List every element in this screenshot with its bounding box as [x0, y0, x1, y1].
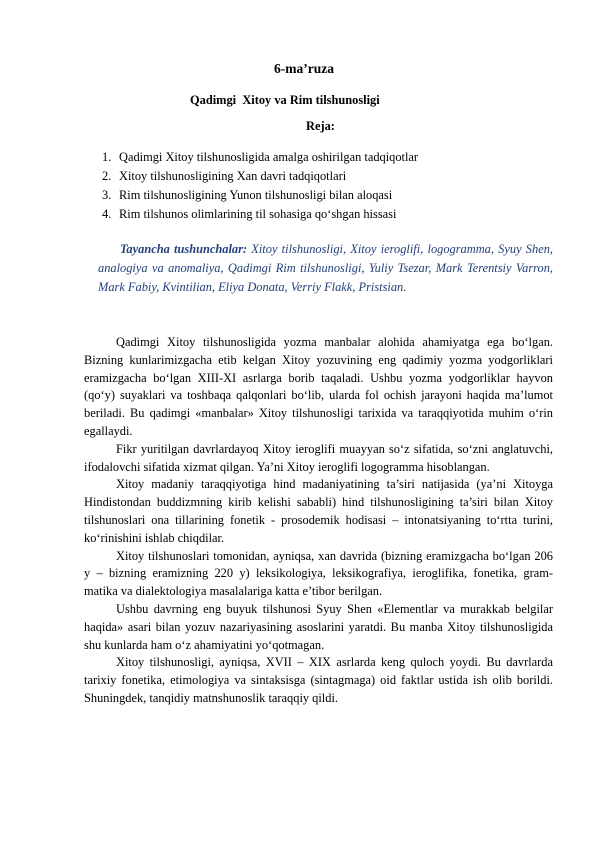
paragraph: Qadimgi Xitoy tilshunosligida yozma manbalar alohida ahamiyatga ega bo‘lgan. Bizning kunlarimizgacha etib kelgan Xitoy yozuvining eng qadimiy yozma yodgorliklari eramizgacha bo‘lgan XIII-XI asrlarga borib taqaladi. Ushbu yozma yodgorliklar hayvon (qo‘y) suyaklari va toshbaqa qalqonlari bo‘lib, ularda fol ochish jarayoni haqida ma’lumot beriladi. Bu qadimgi «manbalar» Xitoy tilshunosligi tarixida va taraqqiyotida muhim o‘rin egallaydi.: [84, 335, 553, 438]
plan-item: [102, 186, 418, 205]
lecture-number: 6-ma’ruza: [274, 61, 334, 76]
plan-item-text: Xitoy tilshunosligining Xan davri tadqiqotlari: [119, 169, 347, 183]
plan-item: [102, 167, 418, 186]
paragraph: Xitoy tilshunoslari tomonidan, ayniqsa, xan davrida (bizning eramizgacha bo‘lgan 206 y – bizning eramizning 220 y) leksikologiya, leksikografiya, ieroglifika, fonetika, gram-matika va dialektologiya masalalariga katta e’tibor berilgan.: [84, 548, 553, 599]
key-concepts-text: Xitoy tilshunosligi, Xitoy ieroglifi, logogramma, Syuy Shen, analogiya va anomaliya, Qadimgi Rim tilshunosligi, Yuliy Tsezar, Mark Terentsiy Varron, Mark Fabiy, Kvintilian, Eliya Donata, Verriy Flakk, Pristsian.: [98, 242, 553, 294]
paragraph: Ushbu davrning eng buyuk tilshunosi Syuy Shen «Elementlar va murakkab belgilar haqida» asari bilan yozuv nazariyasining asoslarini yaratdi. Bu manba Xitoy tilshunosligida shu kunlarda ham o‘z ahamiyatini yo‘qotmagan.: [84, 601, 553, 652]
lecture-title: Qadimgi Xitoy va Rim tilshunosligi: [190, 93, 380, 107]
plan-item-number: 1.: [102, 150, 112, 164]
plan-list: [102, 148, 418, 224]
plan-item-text: Qadimgi Xitoy tilshunosligida amalga oshirilgan tadqiqotlar: [119, 150, 419, 164]
plan-item-number: 3.: [102, 188, 112, 202]
key-concepts-label: Tayancha tushunchalar:: [120, 242, 248, 256]
plan-item-number: 2.: [102, 169, 112, 183]
paragraph: Xitoy tilshunosligi, ayniqsa, XVII – XIX asrlarda keng quloch yoydi. Bu davrlarda tarixiy fonetika, etimologiya va sintaksisga (sintagmaga) oid faktlar ustida ish olib borildi. Shuningdek, tanqidiy matnshunoslik taraqqiy qildi.: [84, 655, 553, 705]
plan-item-number: 4.: [102, 207, 112, 221]
paragraph: Fikr yuritilgan davrlardayoq Xitoy ieroglifi muayyan so‘z sifatida, so‘zni anglatuvchi, ifodalovchi sifatida xizmat qilgan. Ya’ni Xitoy ieroglifi logogramma hisoblangan.: [84, 441, 553, 474]
body-text: [84, 334, 553, 708]
plan-item-text: Rim tilshunosligining Yunon tilshunosligi bilan aloqasi: [119, 188, 393, 202]
plan-item: [102, 205, 418, 224]
paragraph: Xitoy madaniy taraqqiyotiga hind madaniyatining ta’siri natijasida (ya’ni Xitoyga Hindistondan buddizmning kirib kelishi sababli) hind tilshunosligining ta’siri bilan Xitoy tilshunoslari ona tillarining fonetik - prosodemik hodisasi – intonatsiyaning to‘rtta turini, ko‘rinishini ishlab chiqdilar.: [84, 477, 553, 545]
key-concepts: [98, 240, 553, 297]
plan-item-text: Rim tilshunos olimlarining til sohasiga qo‘shgan hissasi: [119, 207, 397, 221]
plan-heading: Reja:: [306, 119, 335, 133]
plan-item: [102, 148, 418, 167]
